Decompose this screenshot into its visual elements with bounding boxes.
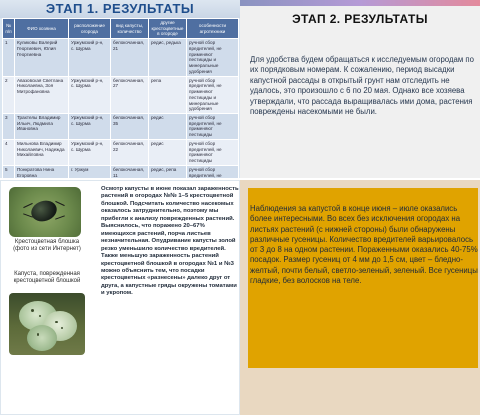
cell-cabbage: белокочанная, 21 [111,39,149,76]
cell-owner: Авазовская Светлана Николаевна, Зоя Митрофановна [15,76,69,113]
header-owner: ФИО хозяина [15,19,69,39]
cell-owner: Трахтелы Владимир Ильич, Людмила Ивановна [15,114,69,140]
cell-number: 3 [3,114,15,140]
caterpillar-slide [240,180,480,415]
cell-agrotech: ручной сбор вредителей, не [187,165,239,178]
cell-location: Уржумский р-н, с. Шурма [69,139,111,165]
cell-owner: Понкратова Нина Егоровна [15,165,69,178]
flea-beetle-slide [0,180,240,415]
flea-beetle-photo [9,187,81,237]
stage2-results-slide [240,0,480,178]
cell-owner: Куликовы Валерий Георгиевич, Юлия Георгиевна [15,39,69,76]
cell-cruciferous: редис [149,139,187,165]
header-cabbage: вид капусты, количество [111,19,149,39]
table-row [3,139,239,165]
cell-number: 2 [3,76,15,113]
table-row [3,39,239,76]
caterpillar-text: Наблюдения за капустой в конце июня – июле оказались более интересными. Во всех без исключения огородах на листьях растений (с нижней стороны) были обнаружены различные гусеницы. Количество вредителей варьировалось от 3 до 8 на одном растении. Пораженными оказались 40-75% посадок. Размер гусениц от 4 мм до 1,5 см, цвет – бледно-желтый, почти белый, светло-зеленый, зеленый. Все гусеницы гладкие, без волосков на теле. [250,204,478,286]
cell-cruciferous: редис, репа [149,165,187,178]
results-table [2,18,239,178]
cell-cruciferous: редис, редька [149,39,187,76]
cell-cruciferous: редис [149,114,187,140]
cell-location: Уржумский р-н, с. Шурма [69,76,111,113]
cell-cabbage: белокочанная, 22 [111,139,149,165]
header-cruciferous: другие крестоцветные в огороде [149,19,187,39]
cell-cabbage: белокочанная, 11 [111,165,149,178]
stage2-text: Для удобства будем обращаться к исследуемым огородам по их порядковым номерам. К сожалению, период высадки капустной рассады в открытый грунт нам отследить не удалось, это произошло с 6 по 20 мая. Однако все хозяева утверждали, что рассада выращивалась ими дома, растения повреждены насекомыми не были. [250,55,474,117]
cell-agrotech: ручной сбор вредителей, не применяют пестициды и минеральные удобрения [187,39,239,76]
cabbage-photo-caption: Капуста, поврежденная крестоцветной блошкой [13,271,81,285]
stage2-title: ЭТАП 2. РЕЗУЛЬТАТЫ [292,12,428,26]
stage1-title: ЭТАП 1. РЕЗУЛЬТАТЫ [0,0,240,18]
cell-cabbage: белокочанная, 35 [111,114,149,140]
cell-number: 1 [3,39,15,76]
table-row [3,114,239,140]
cell-cabbage: белокочанная, 27 [111,76,149,113]
table-header-row [3,19,239,39]
cell-number: 4 [3,139,15,165]
table-row [3,76,239,113]
cell-agrotech: ручной сбор вредителей, не применяют пестициды и минеральные удобрения [187,76,239,113]
cell-agrotech: ручной сбор вредителей, не применяют пестициды [187,139,239,165]
flea-beetle-text: Осмотр капусты в июне показал зараженность растений в огородах №№ 1–5 крестоцветной блошкой. Подсчитать количество насекомых оказалось затруднительно, поэтому мы прибегли к анализу поврежденных растений. Выяснилось, что поражено 20–67% имеющихся растений, порча листьев незначительная. Опудривание капусты золой резко уменьшило количество вредителей. Также меньшую зараженность растений крестоцветной блошкой в огородах №1 и №3 можно объяснить тем, что посадки крестоцветных «разнесены» далеко друг от друга, а капустные гряды окружены томатами и укропом. [101,186,239,297]
beetle-photo-caption: Крестоцветная блошка (фото из сети Интернет) [13,239,81,253]
cell-location: Уржумский р-н, с. Шурма [69,39,111,76]
cell-cruciferous: репа [149,76,187,113]
cell-number: 5 [3,165,15,178]
decorative-top-bar [240,0,480,6]
stage1-results-slide [0,0,240,178]
table-row [3,165,239,178]
header-number: № п/п [3,19,15,39]
header-location: расположение огорода [69,19,111,39]
damaged-cabbage-photo [9,293,85,355]
header-agrotech: особенности агротехники [187,19,239,39]
cell-owner: Мильнова Владимир Николаевич, Надежда Михайловна [15,139,69,165]
cell-agrotech: ручной сбор вредителей, не применяют пестициды [187,114,239,140]
cell-location: Уржумский р-н, с. Шурма [69,114,111,140]
cell-location: г. Уржум [69,165,111,178]
